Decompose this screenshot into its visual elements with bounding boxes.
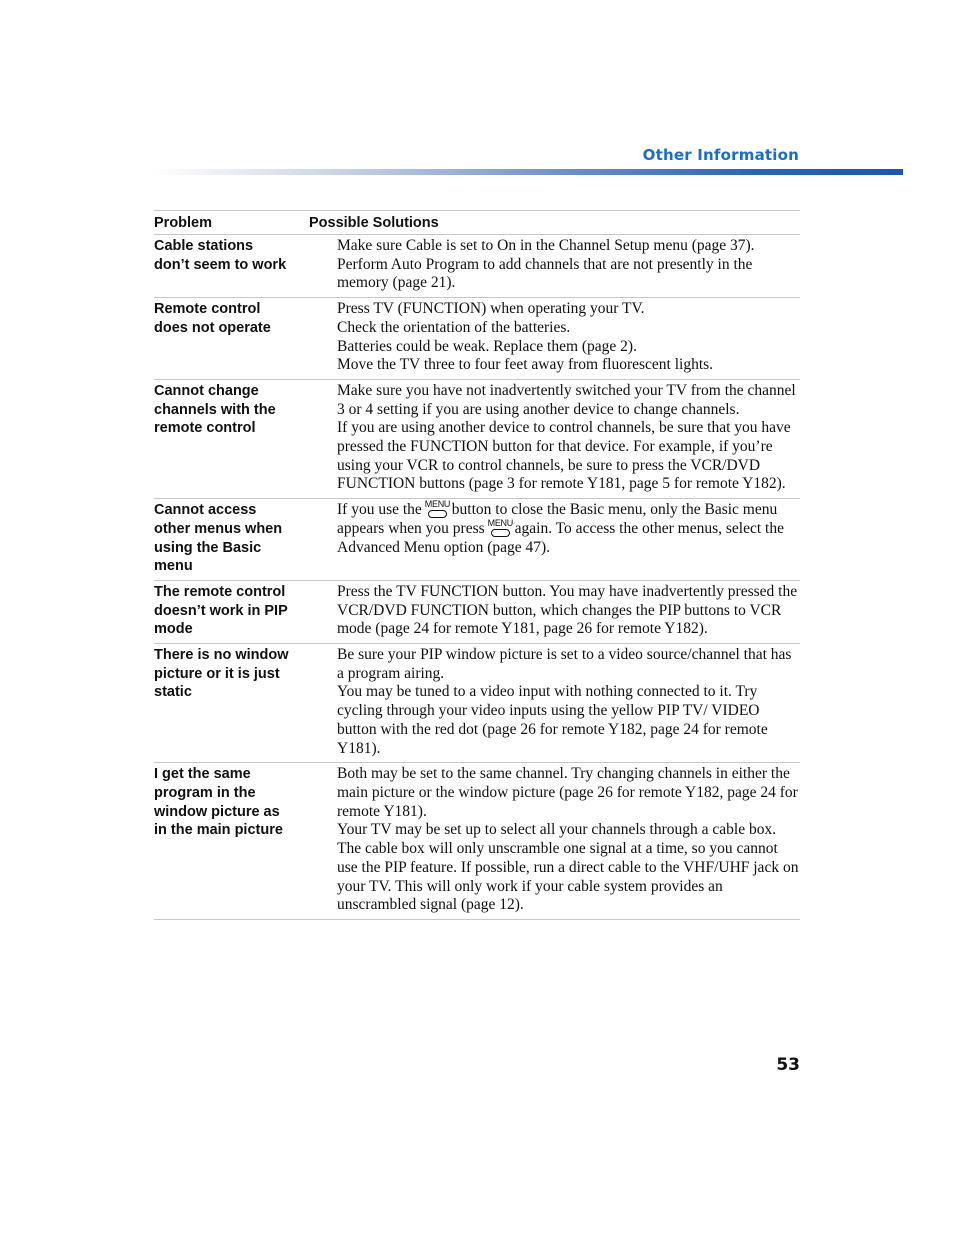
menu-icon-label: MENU (424, 499, 451, 510)
solution-text: Press TV (FUNCTION) when operating your TV. (337, 300, 645, 318)
problem-cell: Remote control does not operate (154, 301, 271, 336)
solution-text-part: again. To access the other menus, select the Advanced Menu option (page 47). (337, 519, 784, 556)
solution-text: Be sure your PIP window picture is set to a video source/channel that has a program airing. (337, 646, 792, 682)
menu-icon-label: MENU (487, 517, 513, 528)
table-row (154, 499, 800, 581)
column-header-solutions: Possible Solutions (309, 214, 439, 231)
header-gradient-bar (152, 169, 903, 175)
menu-button-icon (425, 501, 449, 518)
table-row (154, 298, 800, 380)
solution-text: Perform Auto Program to add channels that are not presently in the memory (page 21). (337, 255, 753, 292)
problem-cell: Cannot change channels with the remote control (154, 382, 276, 437)
problem-cell: The remote control doesn’t work in PIP mode (154, 583, 288, 638)
solution-text-part: If you use the (337, 501, 422, 519)
problem-cell: Cable stations don’t seem to work (154, 238, 287, 273)
solution-text: Make sure Cable is set to On in the Channel Setup menu (page 37). (337, 237, 755, 254)
solution-cell (337, 765, 800, 915)
solution-text-part: button to close the Basic menu, only the Basic menu appears when you press (337, 501, 778, 537)
table-row (154, 763, 800, 920)
problem-cell: I get the same program in the window picture as in the main picture (154, 766, 283, 839)
solution-cell (337, 646, 800, 758)
table-row (154, 644, 800, 763)
solution-text: You may be tuned to a video input with nothing connected to it. Try cycling through your video inputs using the yellow PIP TV/ VIDEO button with the red dot (page 26 for remote Y182, page 24 for remote Y181). (337, 683, 768, 757)
problem-cell: Cannot access other menus when using the Basic menu (154, 502, 283, 575)
solution-cell (337, 501, 800, 576)
table-row (154, 380, 800, 499)
solution-text: Press the TV FUNCTION button. You may have inadvertently pressed the VCR/DVD FUNCTION button, which changes the PIP buttons to VCR mode (page 24 for remote Y181, page 26 for remote Y182). (337, 582, 798, 638)
solution-text: Check the orientation of the batteries. (337, 318, 571, 336)
solution-cell (337, 300, 800, 375)
solution-text: Move the TV three to four feet away from fluorescent lights. (337, 356, 714, 374)
solution-text: Both may be set to the same channel. Try changing channels in either the main picture or the window picture (page 26 for remote Y182, page 24 for remote Y181). (337, 765, 798, 820)
menu-button-icon (487, 517, 513, 537)
table-row (154, 581, 800, 644)
solution-cell (337, 583, 800, 639)
table-row (154, 235, 800, 298)
troubleshooting-table (154, 210, 800, 920)
solution-cell (337, 382, 800, 494)
page-number: 53 (776, 1055, 800, 1075)
section-title: Other Information (642, 146, 799, 164)
solution-text: If you are using another device to control channels, be sure that you have pressed the FUNCTION button for that device. For example, if you’re using your VCR to control channels, be sure to press the VCR/DVD FUNCTION buttons (page 3 for remote Y181, page 5 for remote Y182). (337, 419, 791, 493)
solution-text: Batteries could be weak. Replace them (page 2). (337, 337, 637, 355)
solution-text: Your TV may be set up to select all your channels through a cable box. The cable box will only unscramble one signal at a time, so you cannot use the PIP feature. If possible, run a direct cable to the VHF/UHF jack on your TV. This will only work if your cable system provides an unscrambled signal (page 12). (337, 821, 799, 914)
solution-text (337, 501, 800, 557)
menu-button-shape (491, 529, 510, 537)
solution-cell (337, 237, 800, 293)
solution-text: Make sure you have not inadvertently switched your TV from the channel 3 or 4 setting if you are using another device to change channels. (337, 381, 796, 418)
table-header (154, 210, 800, 235)
problem-cell: There is no window picture or it is just static (154, 647, 289, 701)
menu-button-shape (428, 510, 447, 518)
column-header-problem: Problem (154, 214, 213, 231)
